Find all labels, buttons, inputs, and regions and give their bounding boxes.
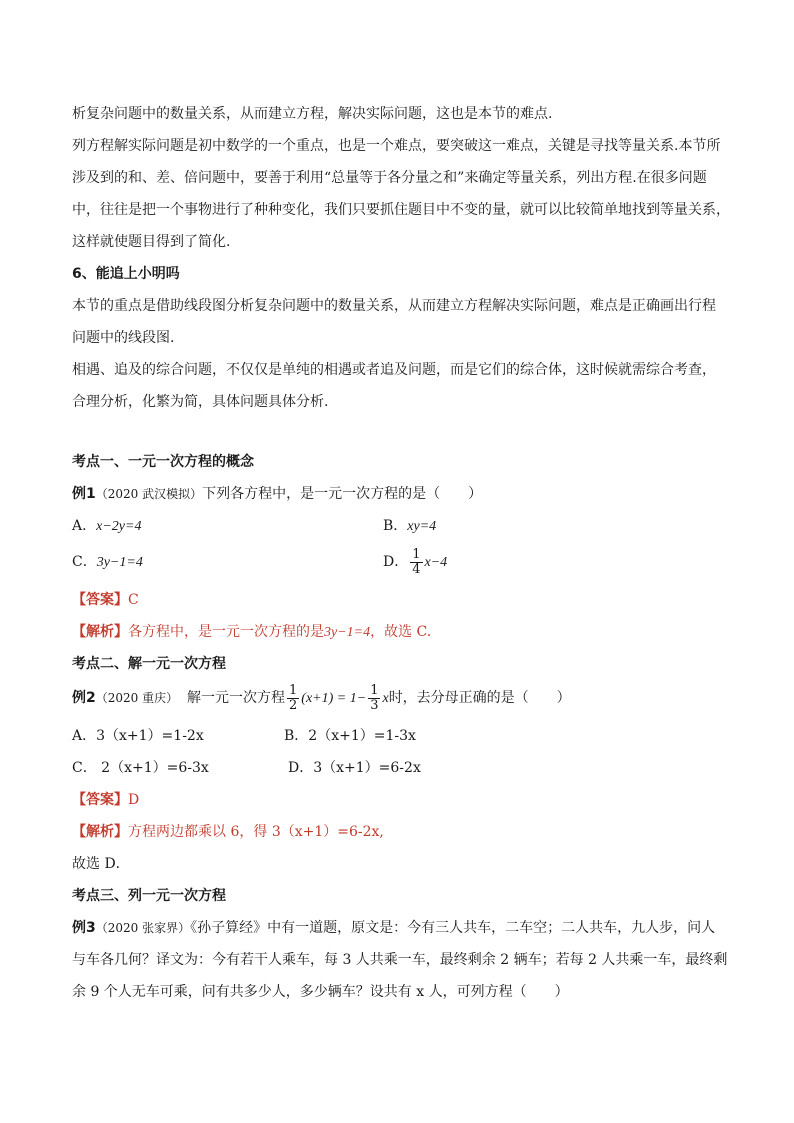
kp1-example-label: 例1	[72, 486, 96, 502]
kp2-example-label: 例2	[72, 690, 96, 706]
kp2-fraction-half-numerator: 1	[289, 682, 298, 698]
kp3-example-source: （2020 张家界）	[95, 921, 191, 935]
kp1-analysis-tail: ，故选 C.	[370, 624, 432, 640]
kp2-option-d: D．3（x+1）=6-2x	[288, 760, 421, 776]
kp2-fraction-third	[368, 684, 380, 713]
kp1-analysis-text: 各方程中，是一元一次方程的是	[128, 624, 324, 640]
kp2-fraction-half-denominator: 2	[289, 697, 298, 713]
kp1-option-d-fraction	[410, 548, 422, 577]
kp2-example	[72, 682, 732, 715]
kp1-answer-value: C	[128, 592, 139, 608]
kp2-heading: 考点二、解一元一次方程	[72, 656, 226, 672]
kp3-example-line-2: 与车各几何？译文为：今有若干人乘车，每 3 人共乘一车，最终剩余 2 辆车；若每 2 人共乘一车，最终剩	[72, 952, 728, 968]
kp3-example	[72, 912, 732, 944]
kp1-option-a-text: x−2y=4	[96, 519, 142, 534]
kp1-option-c-label: C．	[72, 554, 97, 570]
intro-para2-line-1: 列方程解实际问题是初中数学的一个重点，也是一个难点，要突破这一难点，关键是寻找等量关系.本节所	[72, 138, 721, 154]
kp1-option-c-text: 3y−1=4	[96, 555, 143, 570]
intro-para2-line-3: 中，往往是把一个事物进行了种种变化，我们只要抓住题目中不变的量，就可以比较简单地找到等量关系，	[72, 202, 730, 218]
kp3-example-label: 例3	[72, 920, 96, 936]
kp2-option-c: C． 2（x+1）=6-3x	[72, 760, 209, 776]
kp1-option-a-label: A．	[72, 518, 97, 534]
kp1-option-c	[72, 546, 143, 579]
intro-para2-line-2: 涉及到的和、差、倍问题中，要善于利用“总量等于各分量之和”来确定等量关系，列出方程.在很多问题	[72, 170, 707, 186]
intro-line-1: 析复杂问题中的数量关系，从而建立方程，解决实际问题，这也是本节的难点.	[72, 106, 553, 122]
section-6-p2-line-1: 相遇、追及的综合问题，不仅仅是单纯的相遇或者追及问题，而是它们的综合体，这时候就需综合考查，	[72, 362, 716, 378]
section-6-p1-line-1: 本节的重点是借助线段图分析复杂问题中的数量关系，从而建立方程解决实际问题，难点是正确画出行程	[72, 298, 716, 314]
kp1-option-b	[383, 510, 436, 543]
kp2-option-a: A．3（x+1）=1-2x	[72, 728, 204, 744]
kp2-answer	[72, 784, 732, 816]
kp2-answer-label: 【答案】	[72, 792, 128, 808]
kp1-option-b-text: xy=4	[407, 519, 437, 534]
kp1-option-d	[383, 546, 447, 579]
kp1-answer	[72, 584, 732, 616]
kp2-analysis-equation: 3（x+1）=6-2x,	[271, 824, 384, 840]
kp2-equation-middle: (x+1) = 1−	[301, 691, 367, 706]
kp1-option-a	[72, 510, 141, 543]
kp2-analysis-line-2: 故选 D．	[72, 856, 130, 872]
kp2-option-b: B．2（x+1）=1-3x	[284, 728, 416, 744]
kp2-example-question: 时，去分母正确的是（ ）	[388, 690, 571, 706]
kp2-fraction-third-numerator: 1	[370, 682, 379, 698]
intro-para2-line-4: 这样就使题目得到了简化.	[72, 234, 231, 250]
kp2-example-source: （2020 重庆）	[95, 691, 179, 705]
kp1-answer-label: 【答案】	[72, 592, 128, 608]
kp3-example-line-3: 余 9 个人无车可乘，问有共多少人，多少辆车？设共有 x 人，可列方程（ ）	[72, 984, 569, 1000]
kp2-equation-tail: x	[382, 691, 389, 706]
kp2-fraction-third-denominator: 3	[370, 697, 379, 713]
kp3-example-line-1: 《孙子算经》中有一道题，原文是：今有三人共车，二车空；二人共车，九人步，问人	[190, 920, 716, 936]
kp1-analysis	[72, 616, 732, 649]
kp1-analysis-equation: 3y−1=4	[324, 625, 371, 640]
kp1-option-d-label: D．	[383, 554, 409, 570]
section-6-p1-line-2: 问题中的线段图.	[72, 330, 175, 346]
kp1-option-b-label: B．	[383, 518, 408, 534]
kp2-example-text: 解一元一次方程	[187, 690, 286, 706]
kp2-analysis-text: 方程两边都乘以 6，得	[128, 824, 272, 840]
section-6-p2-line-2: 合理分析，化繁为简，具体问题具体分析.	[72, 394, 329, 410]
kp1-option-d-numerator: 1	[412, 546, 421, 562]
kp3-heading: 考点三、列一元一次方程	[72, 888, 226, 904]
section-6-heading: 6、能追上小明吗	[72, 266, 180, 282]
kp1-heading: 考点一、一元一次方程的概念	[72, 454, 254, 470]
kp2-answer-value: D	[128, 792, 140, 808]
kp1-example-text: 下列各方程中，是一元一次方程的是（ ）	[202, 486, 483, 502]
kp1-analysis-label: 【解析】	[72, 624, 128, 640]
kp1-option-d-denominator: 4	[412, 561, 421, 577]
kp2-fraction-half	[287, 684, 299, 713]
kp1-example-source: （2020 武汉模拟）	[95, 487, 203, 501]
kp1-example	[72, 478, 732, 510]
kp2-analysis	[72, 816, 732, 848]
kp2-analysis-label: 【解析】	[72, 824, 128, 840]
kp1-option-d-tail: x−4	[424, 555, 448, 570]
